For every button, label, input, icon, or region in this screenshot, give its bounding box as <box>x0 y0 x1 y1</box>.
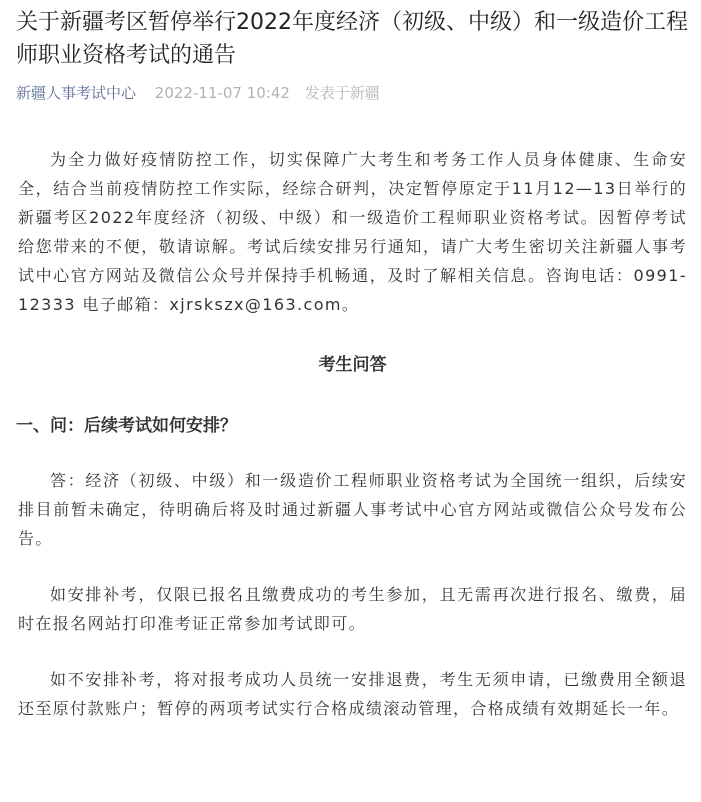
answer-1-paragraph-2: 如安排补考，仅限已报名且缴费成功的考生参加，且无需再次进行报名、缴费，届时在报名网站打印准考证正常参加考试即可。 <box>18 585 687 633</box>
publish-time: 2022-11-07 10:42 <box>154 84 290 102</box>
intro-paragraph: 为全力做好疫情防控工作，切实保障广大考生和考务工作人员身体健康、生命安全，结合当前疫情防控工作实际，经综合研判，决定暂停原定于11月12—13日举行的新疆考区2022年度经济（初级、中级）和一级造价工程师职业资格考试。因暂停考试给您带来的不便，敬请谅解。考试后续安排另行通知，请广大考生密切关注新疆人事考试中心官方网站及微信公众号并保持手机畅通，及时了解相关信息。咨询电话：0991-12333 电子邮箱：xjrskszx@163.com。 <box>18 150 687 314</box>
article-meta <box>16 82 689 104</box>
article-title: 关于新疆考区暂停举行2022年度经济（初级、中级）和一级造价工程师职业资格考试的通告 <box>16 10 688 68</box>
answer-1-paragraph-3: 如不安排补考，将对报考成功人员统一安排退费，考生无须申请，已缴费用全额退还至原付款账户；暂停的两项考试实行合格成绩滚动管理，合格成绩有效期延长一年。 <box>18 670 687 718</box>
question-1: 一、问：后续考试如何安排？ <box>16 416 237 436</box>
account-name-link[interactable]: 新疆人事考试中心 <box>16 84 137 102</box>
answer-1-paragraph-1: 答：经济（初级、中级）和一级造价工程师职业资格考试为全国统一组织，后续安排目前暂未确定，待明确后将及时通过新疆人事考试中心官方网站或微信公众号发布公告。 <box>18 471 687 548</box>
publish-location: 发表于新疆 <box>304 84 380 102</box>
qa-heading: 考生问答 <box>318 355 387 375</box>
